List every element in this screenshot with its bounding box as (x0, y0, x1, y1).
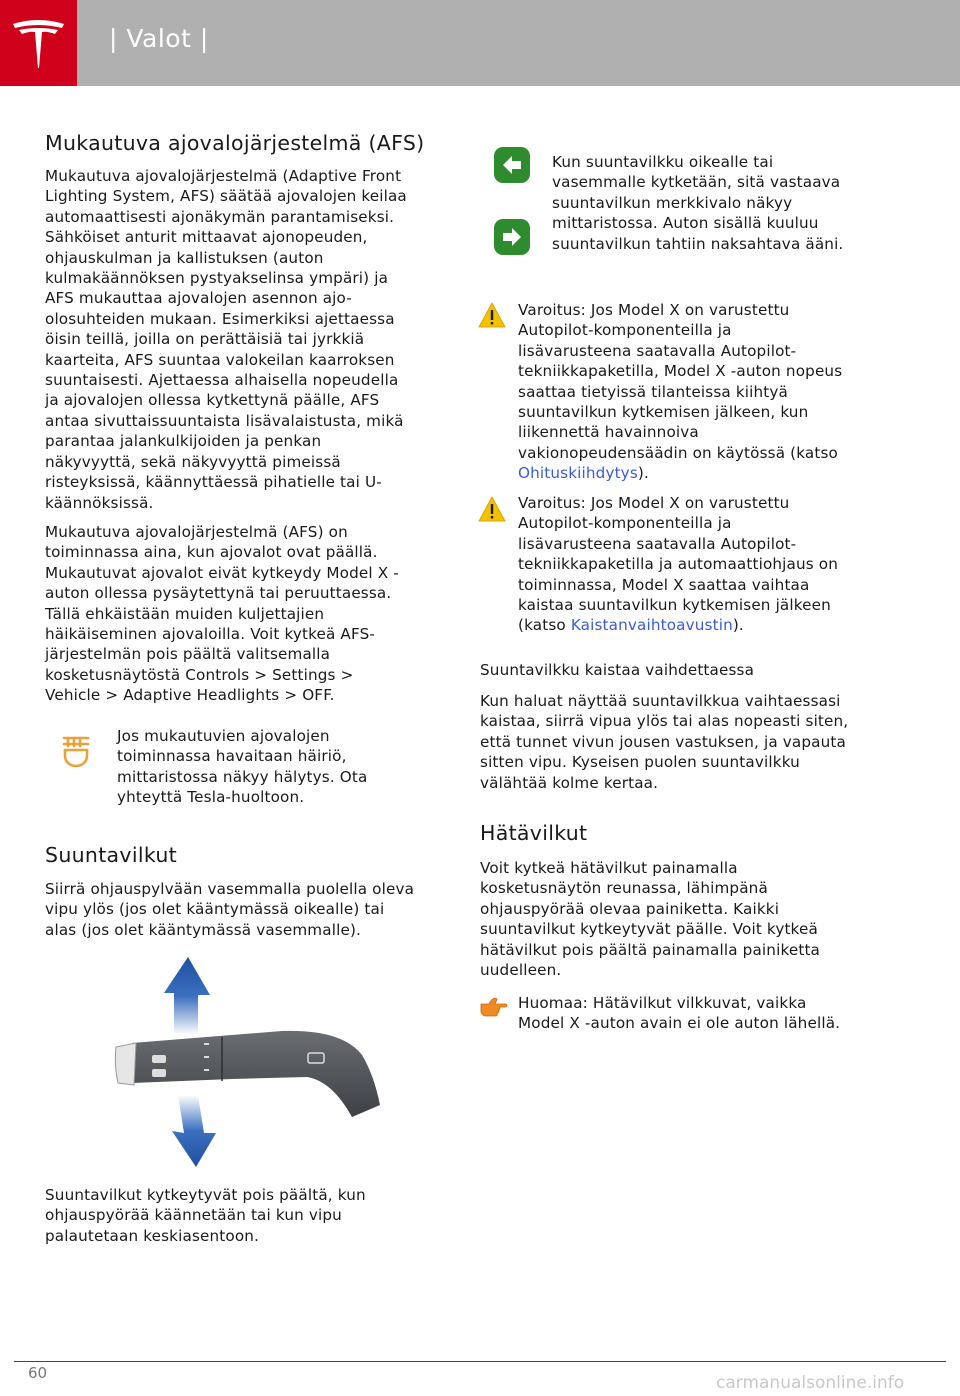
text-line: kosketusnäytön reunassa, lähimpänä (480, 879, 768, 898)
text-line: lisävarusteena saatavalla Autopilot- (518, 534, 797, 553)
text-line: Mukautuvat ajovalot eivät kytkeydy Model X - (45, 563, 399, 582)
warning-icon (478, 496, 506, 526)
section-title: | Valot | (109, 24, 209, 53)
text-line: toiminnassa, Model X saattaa vaihtaa (518, 575, 810, 594)
text-line: vipu ylös (jos olet kääntymässä oikealle) tai (45, 900, 385, 919)
text-line: AFS mukauttaa ajovalojen asennon ajo- (45, 289, 352, 308)
footer-divider (14, 1361, 946, 1362)
text-line: Jos mukautuvien ajovalojen (117, 727, 330, 745)
text-line: suuntavilkun kytkemisen jälkeen, kun (518, 403, 809, 422)
text-line: ohjauskulman ja kallistuksen (auton (45, 248, 324, 267)
right-indicator-icon (493, 218, 531, 260)
text-line: kaistaa, siirrä vipua ylös tai alas nopeasti siten, (480, 712, 849, 731)
text-fragment: (katso (518, 616, 571, 635)
text-line: lisävarusteena saatavalla Autopilot- (518, 341, 797, 360)
hazard-heading: Hätävilkut (480, 821, 588, 845)
text-line: järjestelmän pois päältä valitsemalla (45, 645, 331, 664)
text-line: uudelleen. (480, 961, 562, 980)
text-line: Lighting System, AFS) säätää ajovalojen keilaa (45, 187, 407, 206)
text-line: liikennettä havainnoiva (518, 423, 699, 442)
text-line: Vehicle > Adaptive Headlights > OFF. (45, 686, 335, 705)
text-line: suuntavilkut kytkeytyvät päälle. Voit kytkeä (480, 920, 818, 939)
turn-signal-stalk-illustration (112, 955, 392, 1179)
text-line: suuntavilkun merkkivalo näkyy (552, 193, 793, 212)
text-line: saattaa tietyissä tilanteissa kiihtyä (518, 382, 788, 401)
text-line: risteyksissä, käännyttäessä pihatielle tai U- (45, 473, 382, 492)
text-line: kaarteita, AFS suuntaa valokeilan kaarroksen (45, 350, 395, 369)
tesla-logo (0, 0, 77, 86)
text-line: parantaa jalankulkijoiden ja penkan (45, 432, 322, 451)
text-line: että tunnet vivun jousen vastuksen, ja vapauta (480, 732, 846, 751)
text-line: Kun suuntavilkku oikealle tai (552, 153, 774, 171)
indicator-text (552, 152, 882, 254)
text-fragment: ). (637, 464, 649, 483)
page-number: 60 (28, 1364, 48, 1382)
link-kaistanvaihtoavustin[interactable]: Kaistanvaihtoavustin (570, 616, 733, 635)
text-line: Suuntavilkut kytkeytyvät pois päältä, kun (45, 1186, 366, 1204)
text-line: suuntavilkun tahtiin naksahtava ääni. (552, 234, 844, 253)
text-line: öisin teillä, joilla on perättäisiä tai jyrkkiä (45, 330, 365, 349)
text-line: palautetaan keskiasentoon. (45, 1226, 260, 1245)
text-line: käännöksissä. (45, 493, 154, 512)
text-line: Model X -auton avain ei ole auton lähellä. (518, 1014, 841, 1033)
lane-change-subheading: Suuntavilkku kaistaa vaihdettaessa (480, 661, 755, 679)
text-line: Voit kytkeä hätävilkut painamalla (480, 859, 738, 877)
text-line: tekniikkapaketilla ja automaattiohjaus on (518, 555, 839, 574)
text-line: mittaristossa näkyy hälytys. Ota (117, 767, 368, 786)
text-line: Mukautuva ajovalojärjestelmä (AFS) on (45, 523, 348, 541)
left-indicator-icon (493, 146, 531, 188)
pointing-hand-icon (479, 996, 509, 1022)
text-line: vasemmalle kytketään, sitä vastaava (552, 173, 841, 192)
page-header (0, 0, 960, 86)
text-line: Autopilot-komponenteilla ja (518, 321, 732, 340)
turn-signals-paragraph-1 (45, 879, 445, 940)
text-line: toiminnassa aina, kun ajovalot ovat päällä. (45, 543, 378, 562)
text-line: häikäiseminen ajovaloilla. Voit kytkeä AFS- (45, 625, 376, 644)
link-ohituskiihdytys[interactable]: Ohituskiihdytys (518, 464, 638, 483)
text-line: kaistaa suuntavilkun kytkemisen jälkeen (518, 596, 831, 615)
hazard-paragraph (480, 858, 880, 980)
watermark: carmanualsonline.info (716, 1373, 905, 1393)
text-line: suuntaisesti. Ajettaessa alhaisella nopeudella (45, 371, 399, 390)
lane-change-paragraph (480, 691, 880, 793)
text-line: Tällä ehkäistään muiden kuljettajien (45, 604, 325, 623)
stalk-body (132, 1031, 380, 1117)
text-line: alas (jos olet kääntymässä vasemmalle). (45, 920, 361, 939)
text-line: Huomaa: Hätävilkut vilkkuvat, vaikka (518, 994, 807, 1012)
text-line: kulmakäännöksen pystyakselinsa ympäri) ja (45, 269, 389, 288)
text-line: antaa sivuttaissuuntaista lisävalaistusta, mikä (45, 411, 404, 430)
text-line: Mukautuva ajovalojärjestelmä (Adaptive Front (45, 167, 402, 185)
text-line: Sähköiset anturit mittaavat ajonopeuden, (45, 228, 368, 247)
hazard-note (518, 993, 878, 1034)
text-line: sitten vipu. Kyseisen puolen suuntavilkku (480, 753, 800, 772)
arrow-down-icon (172, 1095, 216, 1167)
text-line: välähtää kolme kertaa. (480, 773, 659, 792)
text-line: Varoitus: Jos Model X on varustettu (518, 494, 790, 512)
text-line: mittaristossa. Auton sisällä kuuluu (552, 214, 819, 233)
tesla-logo-icon (11, 18, 66, 70)
turn-signals-paragraph-2 (45, 1185, 445, 1246)
text-line: Autopilot-komponenteilla ja (518, 514, 732, 533)
text-line: ohjauspyörää käännetään tai kun vipu (45, 1206, 342, 1225)
afs-heading: Mukautuva ajovalojärjestelmä (AFS) (45, 131, 425, 155)
text-line (518, 463, 878, 483)
warning-1-text (518, 300, 878, 484)
text-line: olosuhteiden mukaan. Esimerkiksi ajettaessa (45, 309, 395, 328)
text-line: toiminnassa havaitaan häiriö, (117, 747, 347, 766)
afs-paragraph-2 (45, 522, 445, 706)
text-line: yhteyttä Tesla-huoltoon. (117, 788, 305, 807)
text-line: näkyvyyttä, sekä näkyvyyttä pimeissä (45, 452, 341, 471)
text-fragment: ). (732, 616, 744, 635)
afs-paragraph-1 (45, 166, 445, 513)
arrow-up-icon (164, 957, 210, 1035)
text-line: kosketusnäytöstä Controls > Settings > (45, 665, 354, 684)
text-line: tekniikkapaketilla, Model X -auton nopeus (518, 362, 843, 381)
text-line: hätävilkut pois päältä painamalla painiketta (480, 940, 821, 959)
text-line: auton ollessa pysäytettynä tai peruuttaessa. (45, 584, 392, 603)
text-line: Siirrä ohjauspylvään vasemmalla puolella oleva (45, 880, 415, 898)
text-line: vakionopeudensäädin on käytössä (katso (518, 443, 838, 462)
turn-signals-heading: Suuntavilkut (45, 843, 177, 867)
text-line: automaattisesti ajonäkymän parantamiseksi. (45, 207, 395, 226)
text-line (518, 615, 878, 635)
afs-note (117, 726, 417, 808)
afs-warning-icon (58, 730, 94, 774)
warning-icon (478, 302, 506, 332)
warning-2-text (518, 493, 878, 636)
text-line: ohjauspyörää olevaa painiketta. Kaikki (480, 899, 780, 918)
text-line: Varoitus: Jos Model X on varustettu (518, 301, 790, 319)
text-line: Kun haluat näyttää suuntavilkkua vaihtaessasi (480, 692, 841, 710)
text-line: ja ajovalojen ollessa kytkettynä päälle, AFS (45, 391, 380, 410)
